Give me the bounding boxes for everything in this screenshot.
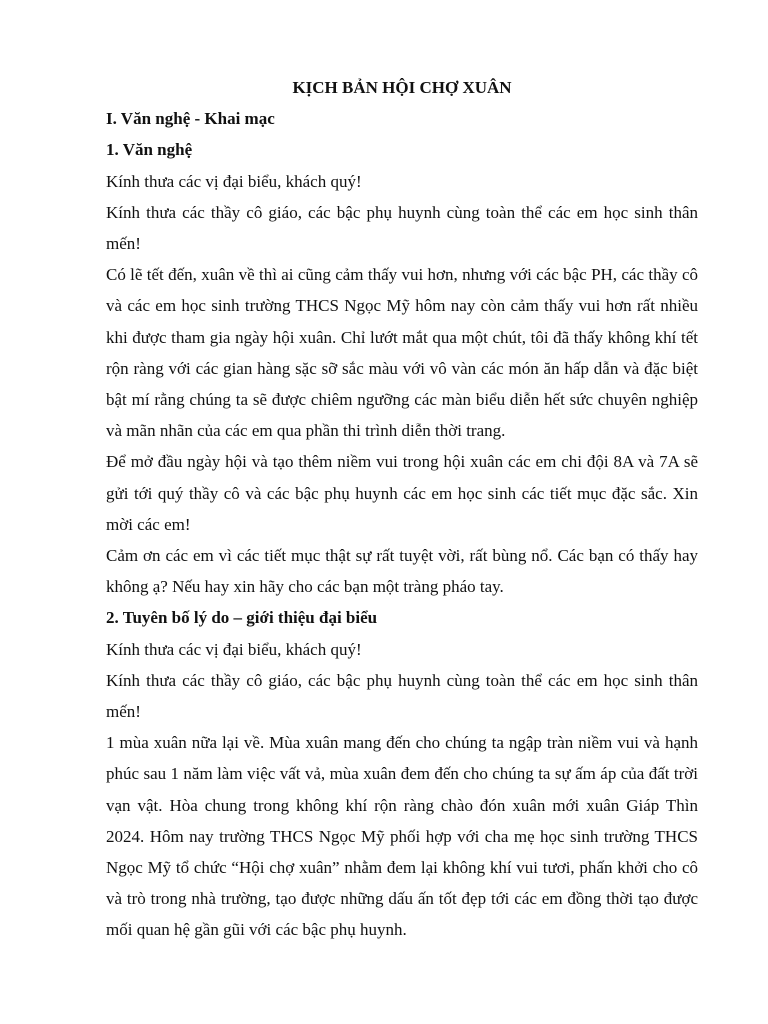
paragraph: 1 mùa xuân nữa lại về. Mùa xuân mang đến cho chúng ta ngập tràn niềm vui và hạnh phúc sau 1 năm làm việc vất vả, mùa xuân đem đến cho chúng ta sự ấm áp của đất trời vạn vật. Hòa chung trong không khí rộn ràng chào đón xuân mới xuân Giáp Thìn 2024. Hôm nay trường THCS Ngọc Mỹ phối hợp với cha mẹ học sinh trường THCS Ngọc Mỹ tổ chức “Hội chợ xuân” nhằm đem lại không khí vui tươi, phấn khởi cho cô và trò trong nhà trường, tạo được những dấu ấn tốt đẹp tới các em đồng thời tạo được mối quan hệ gần gũi với các bậc phụ huynh. [106, 733, 698, 940]
paragraph: Kính thưa các thầy cô giáo, các bậc phụ huynh cùng toàn thể các em học sinh thân mến! [106, 202, 698, 254]
subsection-heading: 1. Văn nghệ [106, 140, 193, 160]
document-title: KỊCH BẢN HỘI CHỢ XUÂN [292, 78, 512, 97]
paragraph: Có lẽ tết đến, xuân về thì ai cũng cảm thấy vui hơn, nhưng với các bậc PH, các thầy cô và các em học sinh trường THCS Ngọc Mỹ hôm nay còn cảm thấy vui hơn rất nhiều khi được tham gia ngày hội xuân. Chỉ lướt mắt qua một chút, tôi đã thấy không khí tết rộn ràng với các gian hàng sặc sỡ sắc màu với vô vàn các món ăn hấp dẫn và đặc biệt bật mí rằng chúng ta sẽ được chiêm ngưỡng các màn biểu diễn hết sức chuyên nghiệp và mãn nhãn của các em qua phần thi trình diễn thời trang. [106, 265, 698, 441]
document-page [106, 72, 698, 946]
paragraph: Kính thưa các thầy cô giáo, các bậc phụ huynh cùng toàn thể các em học sinh thân mến! [106, 670, 698, 722]
paragraph: Để mở đầu ngày hội và tạo thêm niềm vui trong hội xuân các em chi đội 8A và 7A sẽ gửi tới quý thầy cô và các bậc phụ huynh các em học sinh các tiết mục đặc sắc. Xin mời các em! [106, 452, 698, 534]
paragraph: Kính thưa các vị đại biểu, khách quý! [106, 639, 362, 659]
section-heading: I. Văn nghệ - Khai mạc [106, 109, 275, 129]
paragraph: Kính thưa các vị đại biểu, khách quý! [106, 171, 362, 191]
paragraph: Cảm ơn các em vì các tiết mục thật sự rất tuyệt vời, rất bùng nổ. Các bạn có thấy hay không ạ? Nếu hay xin hãy cho các bạn một tràng pháo tay. [106, 546, 698, 597]
subsection-heading: 2. Tuyên bố lý do – giới thiệu đại biểu [106, 608, 378, 628]
